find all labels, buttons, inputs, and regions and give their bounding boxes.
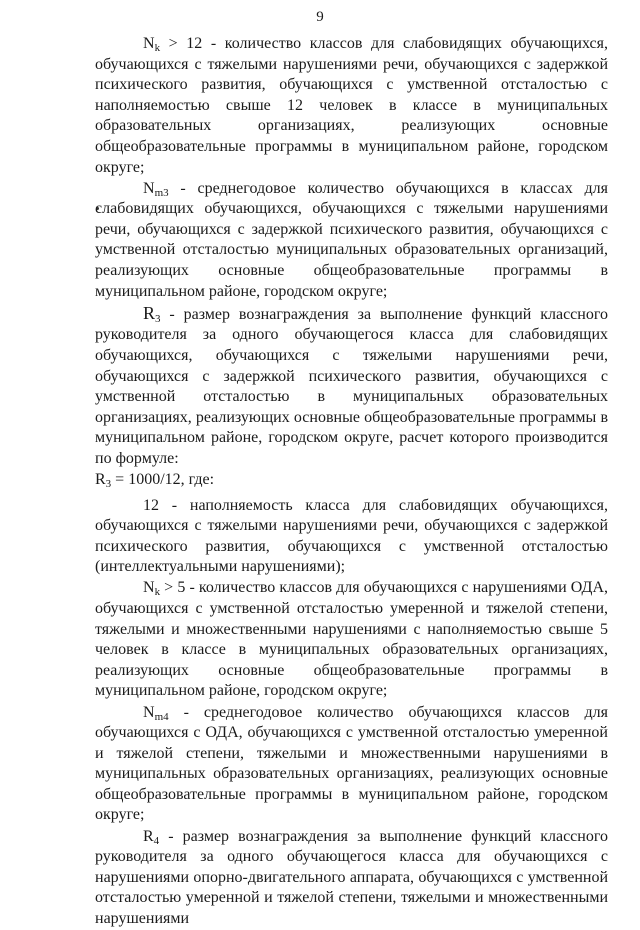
definition-text: - размер вознаграждения за выполнение функций классного руководителя за одного обучающегося класса для обучающихся с нарушениями опорно-двигательного аппарата, обучающихся с умственной отсталостью умеренной и тяжелой степени, тяжелыми и множественными нарушениями	[95, 827, 608, 927]
definition-12	[95, 496, 608, 578]
symbol: R	[95, 470, 106, 488]
symbol: N	[143, 703, 155, 721]
page-number: 9	[316, 9, 324, 25]
definition-nk-5	[95, 578, 608, 702]
symbol-subscript: k	[154, 42, 161, 54]
definition-text: > 5 - количество классов для обучающихся с нарушениями ОДА, обучающихся с умственной отсталостью умеренной и тяжелой степени, тяжелыми и множественными нарушениями с наполняемостью свыше 5 человек в классе в муниципальных образовательных организациях, реализующих основные общеобразовательные программы в муниципальном районе, городском округе;	[95, 579, 608, 700]
definition-text: - среднегодовое количество обучающихся классов для обучающихся с ОДА, обучающихся с умственной отсталостью умеренной и тяжелой степени, тяжелыми и множественными нарушениями в муниципальных образовательных организациях, реализующих основные общеобразовательные программы в муниципальном районе, городском округе;	[95, 703, 608, 824]
definition-r4	[95, 827, 608, 930]
symbol: N	[143, 579, 155, 597]
definition-nk-12	[95, 34, 608, 178]
symbol-subscript: k	[154, 586, 161, 599]
definition-text: - среднегодовое количество обучающихся в классах для слабовидящих обучающихся, обучающихся с тяжелыми нарушениями речи, обучающихся с задержкой психического развития, обучающихся с умственной отсталостью муниципальных образовательных организаций, реализующих основные общеобразовательные программы в муниципальном районе, городском округе;	[95, 179, 608, 300]
definition-nm4	[95, 703, 608, 827]
formula-text: = 1000/12, где:	[111, 470, 215, 488]
definition-text: - размер вознаграждения за выполнение функций классного руководителя за одного обучающегося класса для слабовидящих обучающихся, обучающихся с тяжелыми нарушениями речи, обучающихся с задержкой психического развития, обучающихся с умственной отсталостью в муниципальных образовательных организациях, реализующих основные общеобразовательные программы в муниципальном районе, городском округе, расчет которого производится по формуле:	[95, 305, 608, 467]
symbol-subscript: 3	[105, 477, 112, 490]
symbol: N	[143, 179, 155, 197]
symbol: R	[143, 302, 156, 323]
definition-nm3	[95, 179, 608, 303]
symbol-subscript: m4	[154, 710, 169, 723]
symbol-subscript: m3	[154, 186, 169, 199]
symbol: N	[143, 35, 155, 52]
definition-r3	[95, 303, 608, 470]
document-body	[95, 34, 608, 930]
symbol: R	[143, 827, 154, 845]
definition-text: > 12 - количество классов для слабовидящих обучающихся, обучающихся с тяжелыми нарушениями речи, обучающихся с задержкой психического развития, обучающихся с умственной отсталостью с наполняемостью свыше 12 человек в классе в муниципальных образовательных организациях, реализующих основные общеобразовательные программы в муниципальном районе, городском округе;	[95, 35, 608, 176]
symbol-subscript: 4	[153, 834, 160, 847]
definition-text: 12 - наполняемость класса для слабовидящих обучающихся, обучающихся с тяжелыми нарушениями речи, обучающихся с задержкой психического развития, обучающихся с умственной отсталостью (интеллектуальными нарушениями);	[95, 496, 608, 576]
symbol-subscript: 3	[155, 312, 161, 325]
formula-r3	[95, 470, 608, 491]
